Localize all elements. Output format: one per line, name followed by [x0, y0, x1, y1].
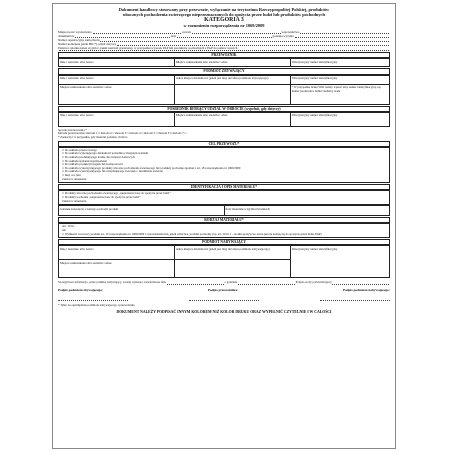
sender-vet-note: * W przypadku braku WNI należy wpisać inny numer identyfikacyjny, np. numer producenta, numer siedziby stada	[291, 85, 382, 94]
intermediary-address-cell[interactable]	[174, 112, 290, 126]
reg-number-label: Numer rejestracyjny samochodu	[58, 38, 100, 43]
purpose-option-storage[interactable]: □ Do zakładu wykonującego działalność pośrednią z magazynowaniem	[62, 152, 386, 156]
carrier-signature-field[interactable]	[189, 300, 259, 301]
seller-signature-label: Podpis podmiotu zbywającego:	[58, 287, 104, 292]
transport-note: * Zaznaczyć w przypadku, gdy materiał poddano obróbce	[58, 135, 128, 139]
receiver-place-cell[interactable]	[174, 246, 290, 260]
category-heading: KATEGORIA 3	[204, 17, 244, 23]
purpose-option-feeding[interactable]: □ Do zakładu wykorzystującego lub utrzymującego zwierzęta / skarmianie zwierząt	[62, 170, 386, 174]
identification-list	[58, 190, 390, 205]
intermediary-name-cell[interactable]	[59, 112, 175, 126]
carrier-address-label: Miejsce zamieszkania albo siedziba i adres	[175, 59, 228, 64]
intermediary-address-label: Miejsce zamieszkania albo siedziba i adres	[175, 113, 228, 118]
species-label: Gatunek zwierzęcia, z którego pochodzi produkt	[60, 206, 119, 211]
receiver-name-label: Imię i nazwisko albo nazwa	[60, 246, 94, 251]
sender-place-label: Adres miejsca działalności (jeżeli jest inny niż adres podmiotu zbywającego)	[175, 76, 269, 81]
regulation-line: w rozumieniu rozporządzenia nr 1069/2009	[183, 23, 265, 29]
intermediary-name-label: Imię i nazwisko albo nazwa	[60, 113, 94, 118]
receiver-place-label: Adres miejsca działalności (jeżeli jest inny niż adres podmiotu nabywającego)	[175, 246, 270, 251]
ident-option-byproducts[interactable]: □ Produkty uboczne pochodzenia zwierzęcego „nieprzeznaczone do spożycia przez ludzi”	[62, 192, 386, 196]
sender-section-header: PODMIOT ZBYWAJĄCY	[58, 68, 390, 74]
time-label: godzina wysyłki	[272, 34, 294, 39]
carrier-section-header: PRZEWOŹNIK	[58, 52, 390, 58]
container-label: Numer kontenera (znak BIC*), jeżeli dotyczy	[58, 42, 117, 47]
document-footer: DOKUMENT NALEŻY PODPISAĆ INNYM KOLOREM NIŻ KOLOR DRUKU ORAZ WYPEŁNIĆ CZYTELNIE I W CAŁOŚCI	[116, 309, 332, 314]
receiver-section-header: PODMIOT NABYWAJĄCY	[58, 239, 390, 245]
seller-signature-field[interactable]	[58, 300, 128, 301]
purpose-option-art18[interactable]: □ Do zakładu wykorzystującego produkty uboczne pochodzenia zwierzęcego lub produkty pochodne zgodnie z art. 18 rozporządzenia nr 1069/2009	[62, 167, 386, 171]
carrier-signature-label: Podpis przewoźnika:	[207, 287, 239, 292]
material-or-line: lub	[62, 227, 66, 232]
receiver-place-value-cell[interactable]	[174, 260, 290, 278]
sender-vet-label: Weterynaryjny numer identyfikacyjny	[291, 76, 338, 81]
dest-field[interactable]	[59, 50, 389, 51]
voivodeship-label: województwo	[281, 30, 300, 35]
signature-footnote: * Tylko na egzemplarzu podmiotu nabywającego i przewoźnika	[58, 302, 135, 307]
confirm-date-label: Szczegółowe informacje, przez podmiot nabywający, zostały wpisane i zatwierdzone dnia	[58, 280, 167, 285]
dest-label: Państwo członkowskie wyjścia i punkt kontroli granicznej, w przypadku wywozu PAP lub produktów pochodnych z PAP do państw trzecich	[58, 46, 238, 51]
purpose-option-other[interactable]: □ Inny cel, jaki	[62, 174, 386, 178]
sender-address-cell[interactable]	[59, 84, 175, 104]
sender-vet-cell[interactable]	[290, 75, 389, 84]
receiver-table	[58, 245, 390, 278]
county-label: powiat	[182, 30, 191, 35]
receiver-name-cell[interactable]	[59, 246, 175, 260]
receiver-address-label: Miejsce zamieszkania albo siedziba i adres	[60, 260, 112, 265]
sender-name-cell[interactable]	[59, 75, 175, 84]
title-line2: ubocznych pochodzenia zwierzęcego nieprzeznaczonych do spożycia przez ludzi lub produktów pochodnych	[123, 12, 325, 17]
carrier-vet-label: Weterynaryjny numer identyfikacyjny	[291, 59, 338, 64]
material-description-option[interactable]: □ Wymienić towarowy produkt art. 10 rozporządzenia nr 1069/2009 i opis materiału lub, jeżeli właściwe, produkt pochodny (np. art. 10 lit. f – środki spożywcze, które już nie nadają się do spożycia przez ludzi, PAP)	[62, 233, 386, 237]
weight-table	[58, 205, 390, 216]
sender-place-value-cell[interactable]	[174, 84, 290, 104]
confirm-hour-label: o godzinie	[224, 280, 238, 285]
species-cell[interactable]	[59, 206, 225, 216]
sender-place-cell[interactable]	[174, 75, 290, 84]
carrier-name-cell[interactable]	[59, 59, 175, 67]
confirm-hour-field[interactable]	[238, 281, 295, 285]
quantity-label: Ilość materiału w kg/litrach/sztukach	[225, 206, 270, 211]
sender-vet-note-cell	[290, 84, 389, 104]
buyer-signature-label: Podpis podmiotu nabywającego:	[342, 287, 390, 292]
intermediary-table	[58, 112, 390, 127]
purpose-footnote: Zakład w uniesieniu	[62, 176, 87, 181]
ident-footnote: Zakład w uniesieniu	[62, 198, 87, 203]
intermediary-vet-label: Weterynaryjny numer identyfikacyjny	[291, 113, 338, 118]
identification-section-header: IDENTYFIKACJA I OPIS MATERIAŁU*	[58, 184, 390, 190]
receiver-vet-cell[interactable]	[290, 246, 389, 278]
buyer-signature-field[interactable]	[320, 300, 390, 301]
purpose-option-incineration[interactable]: □ Do zakładu spalania/współspalania	[62, 160, 386, 164]
receiver-address-cell[interactable]	[59, 260, 175, 278]
confirm-sig-label: Podpis osoby potwierdzającej	[295, 280, 332, 285]
carrier-name-label: Imię i nazwisko albo nazwa	[60, 59, 94, 64]
purpose-section-header: CEL PRZEWOZU*	[58, 141, 390, 147]
issued-at-label: Miejscowość wystawienia	[58, 30, 92, 35]
quantity-cell[interactable]	[224, 206, 390, 216]
receiver-vet-label: Weterynaryjny numer identyfikacyjny	[291, 246, 338, 251]
material-article-line[interactable]: Art. 10 lit.	[62, 224, 75, 229]
sender-address-label: Miejsce zamieszkania albo siedziba i adres	[60, 85, 112, 90]
confirm-date-field[interactable]	[167, 281, 224, 285]
carrier-vet-cell[interactable]	[290, 59, 389, 67]
transport-methods[interactable]: Metoda przetwarzania: metoda 1 □ metoda 2 □ metoda 3 □ metoda 4 □ metoda 5 □ metoda 6 □ metoda 7 □	[58, 131, 187, 136]
carrier-table	[58, 58, 390, 67]
transport-label: Sposób przetworzenia *	[58, 127, 87, 132]
sender-table	[58, 75, 390, 105]
material-box	[58, 223, 390, 238]
intermediary-vet-cell[interactable]	[290, 112, 389, 126]
purpose-option-petfood[interactable]: □ Do zakładu produkującego karmę dla zwierząt domowych	[62, 156, 386, 160]
intermediary-section-header: POŚREDNIK BIORĄCY UDZIAŁ W OBROCIE (wypełnić, gdy dotyczy)	[58, 106, 390, 112]
date-label: data	[170, 34, 177, 39]
ident-option-derived[interactable]: □ Produkty pochodne „nieprzeznaczone do spożycia przez ludzi”	[62, 196, 386, 200]
purpose-option-biogas[interactable]: □ Do zakładu produkcji biogazu lub kompostowni	[62, 163, 386, 167]
sender-name-label: Imię i nazwisko albo nazwa	[60, 76, 94, 81]
document-title	[58, 7, 390, 28]
doc-number-label: dokument nr	[58, 34, 75, 39]
purpose-option-processing[interactable]: □ Do zakładu przetwórczego	[62, 149, 386, 153]
carrier-address-cell[interactable]	[174, 59, 290, 67]
confirm-sig-field[interactable]	[332, 281, 389, 285]
document-sheet	[52, 3, 396, 449]
purpose-list	[58, 147, 390, 183]
title-line1: Dokument handlowy stosowany przy przewozie, wyłączanie na terytorium Rzeczypospolitej Polskiej, produktów	[118, 7, 330, 12]
material-section-header: RODZAJ MATERIAŁU*	[58, 217, 390, 223]
